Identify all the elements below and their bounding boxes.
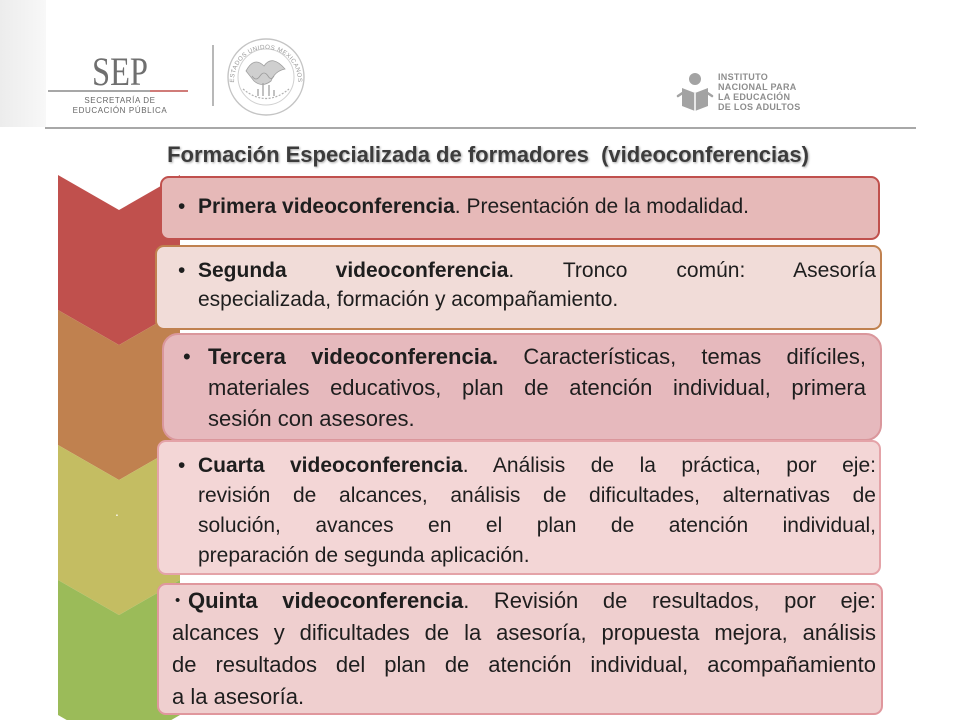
item-text-quinta xyxy=(172,585,876,713)
inea-icon-head xyxy=(689,73,701,85)
item-line: sesión con asesores. xyxy=(208,406,415,431)
item-line xyxy=(198,451,876,481)
item-line1: . Tronco común: Asesoría xyxy=(508,259,876,282)
item-line: revisión de alcances, análisis de dificultades, alternativas de xyxy=(198,484,876,507)
item-box-cuarta xyxy=(157,440,881,575)
item-line xyxy=(172,585,876,617)
sep-line2: EDUCACIÓN PÚBLICA xyxy=(72,106,168,115)
seal-wreath-icon xyxy=(243,89,289,99)
item-line: especializada, formación y acompañamiento. xyxy=(198,288,619,311)
item-box-segunda xyxy=(155,245,882,330)
item-text-tercera xyxy=(183,341,866,434)
sep-line1: SECRETARÍA DE xyxy=(84,96,156,105)
item-title: Primera videoconferencia xyxy=(198,195,455,218)
item-line: materiales educativos, plan de atención individual, primera xyxy=(208,375,866,400)
item-line: solución, avances en el plan de atención individual, xyxy=(198,514,876,537)
item-line: preparación de segunda aplicación. xyxy=(198,544,530,567)
item-line: de resultados del plan de atención individual, acompañamiento xyxy=(172,652,876,677)
sep-acronym: SEP xyxy=(92,49,148,94)
chevron-olive-label: . xyxy=(115,503,119,519)
item-line xyxy=(208,341,866,372)
item-line: alcances y dificultades de la asesoría, propuesta mejora, análisis xyxy=(172,620,876,645)
item-line1: . Presentación de la modalidad. xyxy=(454,195,749,218)
item-title: Segunda videoconferencia xyxy=(198,259,509,282)
bullet: • xyxy=(178,454,186,477)
seal-text-path: ESTADOS UNIDOS MEXICANOS xyxy=(228,43,304,83)
item-line xyxy=(198,193,876,221)
item-line: a la asesoría. xyxy=(172,684,305,709)
seal-cactus-icon xyxy=(258,83,274,96)
item-title: Quinta videoconferencia xyxy=(188,588,464,613)
item-line1: Características, temas difíciles, xyxy=(498,344,866,369)
inea-line2: NACIONAL PARA xyxy=(718,82,797,92)
slide-title: Formación Especializada de formadores (videoconferencias) xyxy=(167,142,809,167)
item-box-quinta xyxy=(157,583,883,715)
inea-line4: DE LOS ADULTOS xyxy=(718,102,801,112)
bullet: • xyxy=(178,195,186,218)
item-title: Cuarta videoconferencia xyxy=(198,454,463,477)
seal-eagle-icon xyxy=(246,61,285,85)
bullet: • xyxy=(178,259,186,282)
item-box-tercera xyxy=(162,333,882,441)
item-text-cuarta xyxy=(178,451,876,571)
item-line1: . Análisis de la práctica, por eje: xyxy=(462,454,876,477)
item-line1: . Revisión de resultados, por eje: xyxy=(463,588,876,613)
item-title: Tercera videoconferencia. xyxy=(208,344,499,369)
item-box-primera xyxy=(160,176,880,240)
bullet: • xyxy=(183,344,191,369)
item-text-segunda xyxy=(178,256,876,314)
inea-line3: LA EDUCACIÓN xyxy=(718,92,791,102)
inea-line1: INSTITUTO xyxy=(718,72,769,82)
bullet: • xyxy=(175,592,181,609)
item-text-primera xyxy=(178,193,876,221)
mexico-seal-icon xyxy=(228,39,304,115)
inea-reader-icon xyxy=(678,73,712,111)
inea-logo xyxy=(678,72,801,112)
item-line xyxy=(198,256,876,285)
